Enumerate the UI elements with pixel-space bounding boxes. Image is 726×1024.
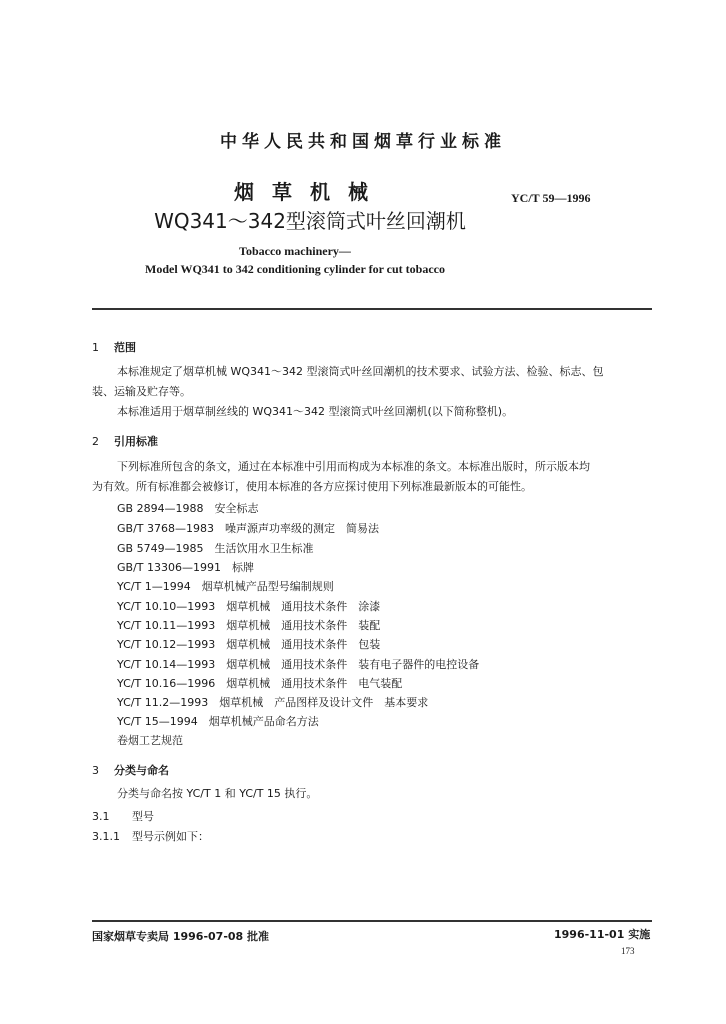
reference-item: YC/T 15—1994 烟草机械产品命名方法 bbox=[117, 715, 319, 728]
page-number: 173 bbox=[621, 946, 635, 956]
document-title-line1: 烟草机械 bbox=[234, 180, 386, 204]
subsection-number: 3.1.1 bbox=[92, 830, 120, 843]
section-2-intro-line1: 下列标准所包含的条文，通过在本标准中引用而构成为本标准的条文。本标准出版时，所示版本均 bbox=[117, 460, 590, 473]
section-number: 1 bbox=[92, 341, 99, 354]
header-divider bbox=[92, 308, 652, 310]
approval-date: 国家烟草专卖局 1996-07-08 批准 bbox=[92, 930, 270, 943]
standard-code: YC/T 59—1996 bbox=[511, 191, 591, 205]
section-title: 引用标准 bbox=[114, 435, 158, 448]
subsection-3-1 bbox=[92, 808, 154, 824]
reference-item: YC/T 10.10—1993 烟草机械 通用技术条件 涂漆 bbox=[117, 600, 381, 613]
section-number: 3 bbox=[92, 764, 99, 777]
reference-item: YC/T 1—1994 烟草机械产品型号编制规则 bbox=[117, 580, 334, 593]
effective-date: 1996-11-01 实施 bbox=[554, 928, 651, 941]
section-title: 范围 bbox=[114, 341, 136, 354]
section-1-heading bbox=[92, 339, 136, 355]
reference-item: YC/T 11.2—1993 烟草机械 产品图样及设计文件 基本要求 bbox=[117, 696, 429, 709]
reference-item: YC/T 10.12—1993 烟草机械 通用技术条件 包装 bbox=[117, 638, 381, 651]
section-1-paragraph-1-line1: 本标准规定了烟草机械 WQ341～342 型滚筒式叶丝回潮机的技术要求、试验方法、检验、标志、包 bbox=[117, 365, 604, 378]
reference-item: GB 5749—1985 生活饮用水卫生标准 bbox=[117, 542, 314, 555]
subsection-number: 3.1 bbox=[92, 810, 110, 823]
section-3-heading bbox=[92, 762, 169, 778]
reference-item: GB 2894—1988 安全标志 bbox=[117, 502, 259, 515]
subsection-title: 型号示例如下： bbox=[132, 830, 209, 843]
english-title-line2: Model WQ341 to 342 conditioning cylinder for cut tobacco bbox=[145, 262, 445, 276]
reference-item: YC/T 10.11—1993 烟草机械 通用技术条件 装配 bbox=[117, 619, 381, 632]
section-2-intro-line2: 为有效。所有标准都会被修订，使用本标准的各方应探讨使用下列标准最新版本的可能性。 bbox=[92, 480, 532, 493]
reference-item: GB/T 13306—1991 标牌 bbox=[117, 561, 254, 574]
english-title-line1: Tobacco machinery— bbox=[239, 244, 351, 258]
section-2-heading bbox=[92, 433, 158, 449]
section-3-paragraph: 分类与命名按 YC/T 1 和 YC/T 15 执行。 bbox=[117, 787, 318, 800]
reference-item: YC/T 10.14—1993 烟草机械 通用技术条件 装有电子器件的电控设备 bbox=[117, 658, 480, 671]
reference-item: GB/T 3768—1983 噪声源声功率级的测定 简易法 bbox=[117, 522, 379, 535]
section-title: 分类与命名 bbox=[114, 764, 169, 777]
section-number: 2 bbox=[92, 435, 99, 448]
document-title-line2: WQ341～342型滚筒式叶丝回潮机 bbox=[154, 209, 466, 233]
issuing-authority-heading: 中华人民共和国烟草行业标准 bbox=[220, 132, 506, 152]
section-1-paragraph-1-line2: 装、运输及贮存等。 bbox=[92, 385, 191, 398]
reference-item: 卷烟工艺规范 bbox=[117, 734, 183, 747]
section-1-paragraph-2: 本标准适用于烟草制丝线的 WQ341～342 型滚筒式叶丝回潮机(以下简称整机)。 bbox=[117, 405, 514, 418]
subsection-title: 型号 bbox=[132, 810, 154, 823]
reference-item: YC/T 10.16—1996 烟草机械 通用技术条件 电气装配 bbox=[117, 677, 403, 690]
footer-divider bbox=[92, 920, 652, 922]
subsection-3-1-1 bbox=[92, 828, 209, 844]
